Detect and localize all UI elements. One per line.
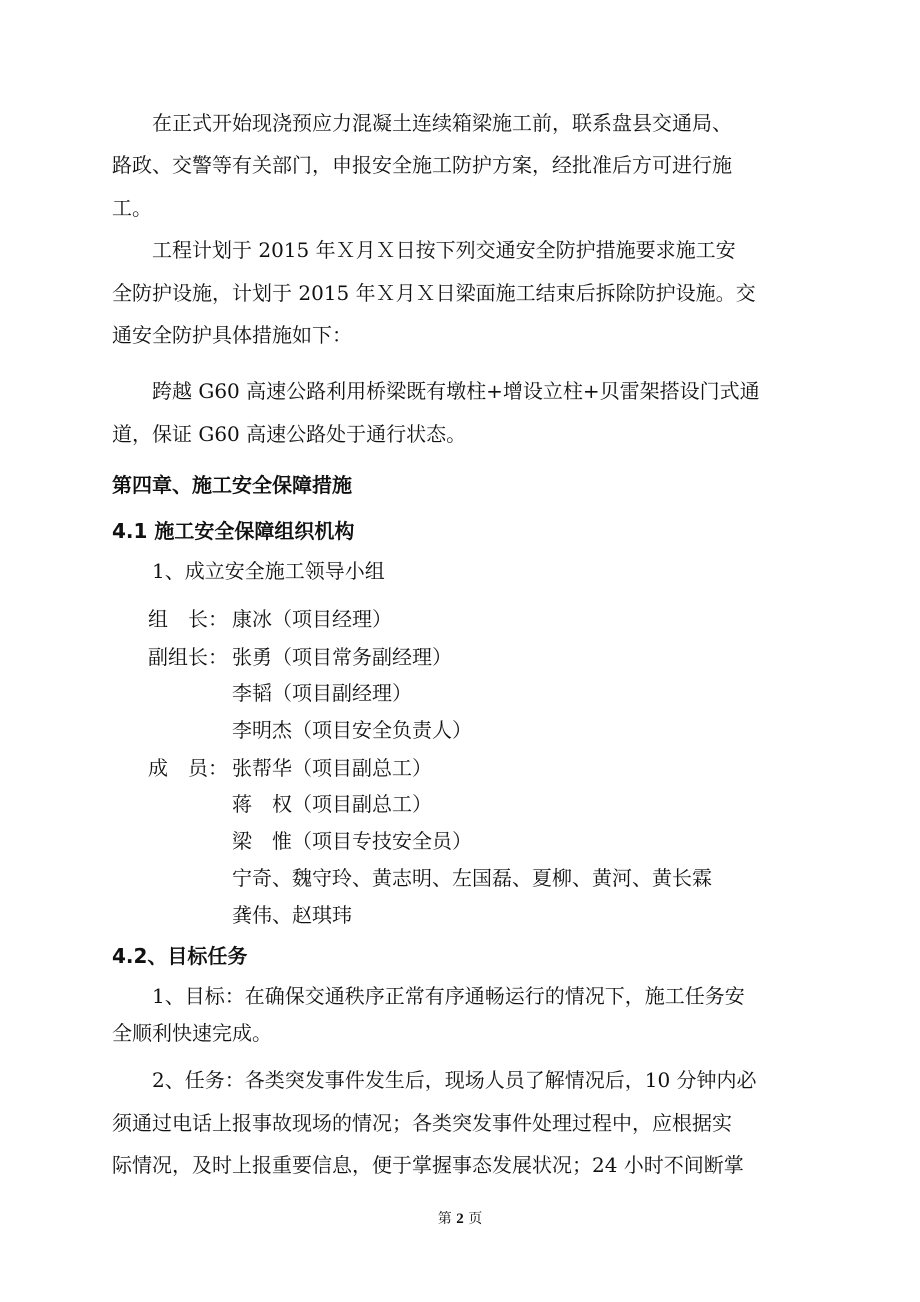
page-footer xyxy=(0,1208,920,1228)
task-line-3: 际情况，及时上报重要信息，便于掌握事态发展状况；24 小时不间断掌 xyxy=(112,1153,744,1177)
paragraph-2-line-3: 通安全防护具体措施如下： xyxy=(112,323,352,347)
org-member: 宁奇、魏守玲、黄志明、左国磊、夏柳、黄河、黄长霖 xyxy=(232,866,712,890)
paragraph-1-line-1: 在正式开始现浇预应力混凝土连续箱梁施工前，联系盘县交通局、 xyxy=(152,111,732,135)
org-member: 梁 惟（项目专技安全员） xyxy=(232,829,472,853)
org-member: 李韬（项目副经理） xyxy=(232,681,412,705)
paragraph-3-line-2: 道，保证 G60 高速公路处于通行状态。 xyxy=(112,422,467,446)
chapter-heading: 第四章、施工安全保障措施 xyxy=(112,473,352,497)
org-member: 龚伟、赵琪玮 xyxy=(232,903,352,927)
paragraph-2-line-1: 工程计划于 2015 年Ｘ月Ｘ日按下列交通安全防护措施要求施工安 xyxy=(152,238,736,262)
org-role: 副组长： xyxy=(148,645,228,669)
section-heading-4-2: 4.2、目标任务 xyxy=(112,944,248,968)
task-line-1: 2、任务：各类突发事件发生后，现场人员了解情况后，10 分钟内必 xyxy=(152,1068,757,1092)
list-item-1: 1、成立安全施工领导小组 xyxy=(152,559,385,583)
org-role: 成 员： xyxy=(148,756,228,780)
footer-prefix: 第 xyxy=(437,1211,452,1227)
org-member: 张帮华（项目副总工） xyxy=(232,756,432,780)
section-heading-4-1: 4.1 施工安全保障组织机构 xyxy=(112,519,355,543)
paragraph-1-line-2: 路政、交警等有关部门，申报安全施工防护方案，经批准后方可进行施 xyxy=(112,153,732,177)
org-role: 组 长： xyxy=(148,607,228,631)
org-member: 康冰（项目经理） xyxy=(232,607,392,631)
org-member: 张勇（项目常务副经理） xyxy=(232,645,452,669)
goal-line-2: 全顺利快速完成。 xyxy=(112,1021,272,1045)
task-line-2: 须通过电话上报事故现场的情况；各类突发事件处理过程中，应根据实 xyxy=(112,1111,732,1135)
paragraph-2-line-2: 全防护设施，计划于 2015 年Ｘ月Ｘ日梁面施工结束后拆除防护设施。交 xyxy=(112,281,756,305)
paragraph-3-line-1: 跨越 G60 高速公路利用桥梁既有墩柱+增设立柱+贝雷架搭设门式通 xyxy=(152,379,760,403)
page-number: 2 xyxy=(456,1211,464,1227)
org-member: 蒋 权（项目副总工） xyxy=(232,792,432,816)
paragraph-1-line-3: 工。 xyxy=(112,196,152,220)
goal-line-1: 1、目标：在确保交通秩序正常有序通畅运行的情况下，施工任务安 xyxy=(152,984,745,1008)
org-member: 李明杰（项目安全负责人） xyxy=(232,718,472,742)
footer-suffix: 页 xyxy=(468,1211,483,1227)
